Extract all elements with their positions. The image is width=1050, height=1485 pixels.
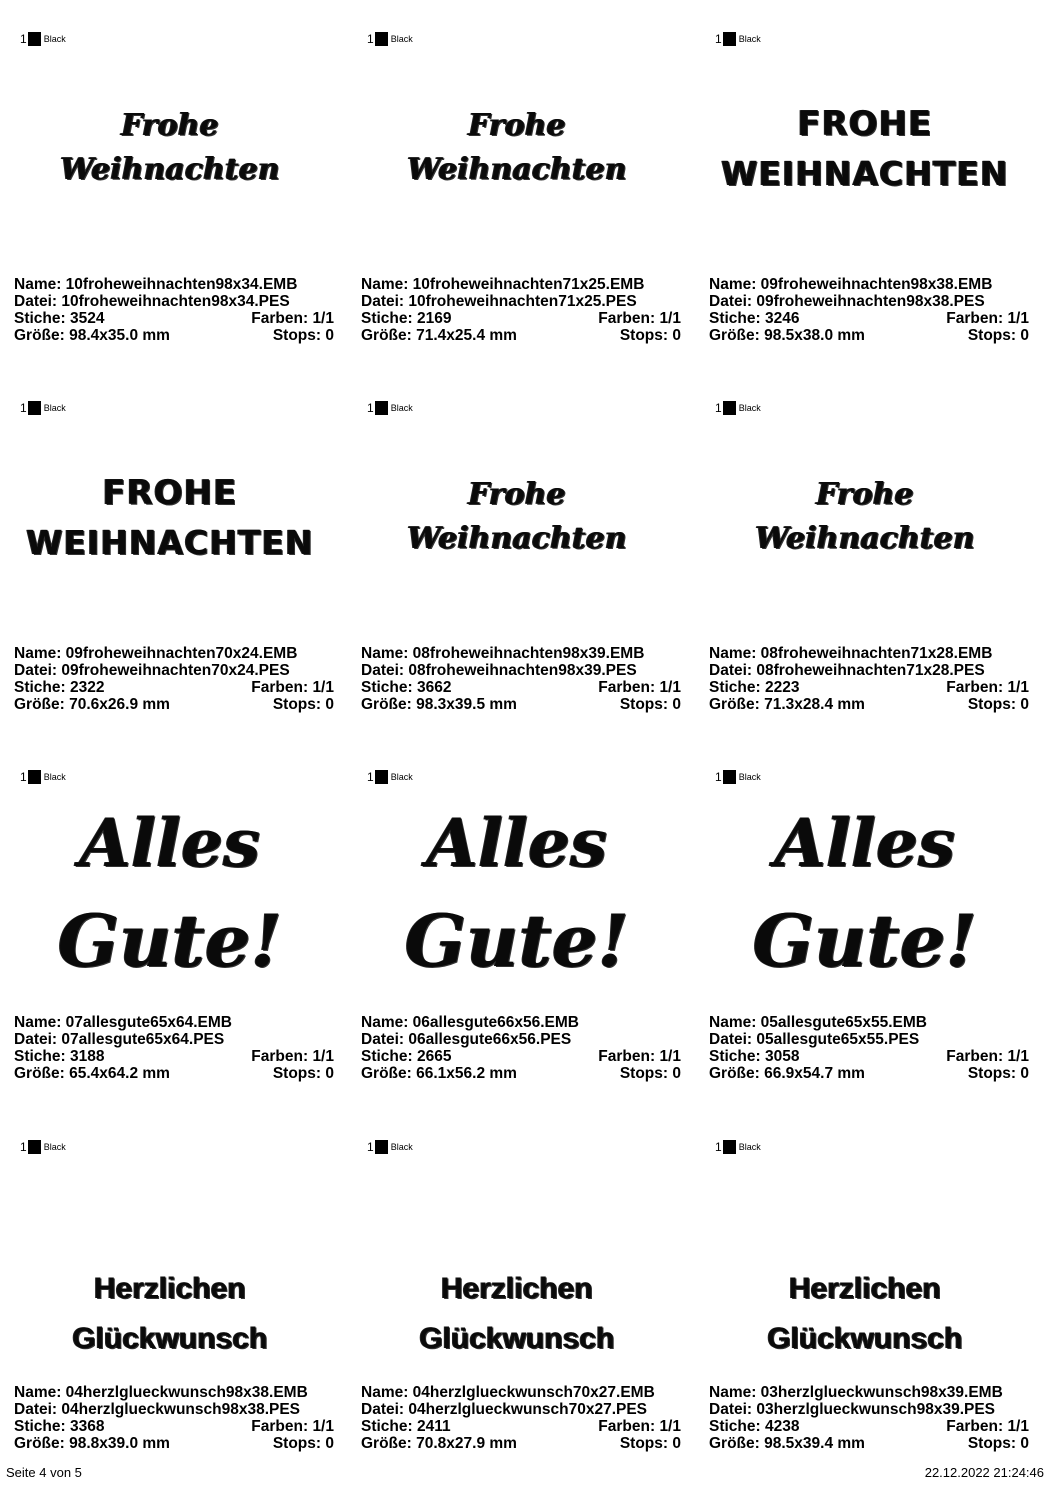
preview-line-1: Frohe: [468, 108, 566, 143]
color-name: Black: [738, 403, 761, 413]
design-file: Datei: 05allesgute65x55.PES: [709, 1031, 920, 1048]
design-cell: [0, 0, 340, 369]
stop-count: Stops: 0: [967, 1435, 1029, 1452]
stitch-count: Stiche: 3662: [361, 679, 452, 696]
stitch-count: Stiche: 3188: [14, 1048, 105, 1065]
design-size: Größe: 66.1x56.2 mm: [361, 1065, 517, 1082]
design-size: Größe: 98.4x35.0 mm: [14, 327, 170, 344]
design-cell: [0, 738, 340, 1107]
color-name: Black: [738, 772, 761, 782]
stitch-count: Stiche: 2322: [14, 679, 105, 696]
design-info: [14, 276, 334, 344]
color-index: 1: [20, 401, 27, 415]
design-size: Größe: 98.8x39.0 mm: [14, 1435, 170, 1452]
embroidery-preview: [639, 429, 1050, 659]
design-info: [709, 1384, 1029, 1452]
color-box: [375, 32, 388, 46]
color-box: [723, 401, 736, 415]
design-cell: [0, 1108, 340, 1477]
color-box: [375, 401, 388, 415]
color-count: Farben: 1/1: [598, 1418, 681, 1435]
color-name: Black: [390, 34, 413, 44]
color-swatch-legend: [20, 769, 66, 785]
stitch-count: Stiche: 3246: [709, 310, 800, 327]
design-cell: [347, 369, 687, 738]
design-cell: [347, 738, 687, 1107]
design-cell: [695, 1108, 1035, 1477]
design-size: Größe: 98.5x38.0 mm: [709, 327, 865, 344]
color-swatch-legend: [20, 1139, 66, 1155]
color-name: Black: [390, 1142, 413, 1152]
color-name: Black: [43, 34, 66, 44]
color-swatch-legend: [367, 769, 413, 785]
color-name: Black: [738, 34, 761, 44]
color-box: [375, 770, 388, 784]
stop-count: Stops: 0: [272, 1435, 334, 1452]
design-file: Datei: 06allesgute66x56.PES: [361, 1031, 572, 1048]
color-index: 1: [20, 1140, 27, 1154]
color-index: 1: [367, 1140, 374, 1154]
color-count: Farben: 1/1: [946, 679, 1029, 696]
design-file: Datei: 04herzlglueckwunsch70x27.PES: [361, 1401, 648, 1418]
color-name: Black: [390, 772, 413, 782]
stop-count: Stops: 0: [967, 327, 1029, 344]
color-name: Black: [43, 403, 66, 413]
stop-count: Stops: 0: [619, 696, 681, 713]
color-swatch-legend: [367, 31, 413, 47]
preview-line-1: FROHE: [797, 104, 933, 144]
color-box: [28, 770, 41, 784]
stitch-count: Stiche: 3058: [709, 1048, 800, 1065]
design-file: Datei: 03herzlglueckwunsch98x39.PES: [709, 1401, 996, 1418]
stop-count: Stops: 0: [619, 1065, 681, 1082]
color-name: Black: [390, 403, 413, 413]
color-index: 1: [715, 401, 722, 415]
preview-line-2: Gute!: [404, 898, 630, 983]
design-file: Datei: 10froheweihnachten98x34.PES: [14, 293, 290, 310]
preview-line-2: Gute!: [752, 898, 978, 983]
color-index: 1: [715, 1140, 722, 1154]
design-file: Datei: 08froheweihnachten98x39.PES: [361, 662, 637, 679]
design-info: [361, 645, 681, 713]
design-size: Größe: 71.3x28.4 mm: [709, 696, 865, 713]
color-count: Farben: 1/1: [251, 310, 334, 327]
design-name: Name: 07allesgute65x64.EMB: [14, 1014, 232, 1031]
preview-line-2: Weihnachten: [407, 152, 627, 187]
design-file: Datei: 09froheweihnachten70x24.PES: [14, 662, 290, 679]
design-info: [14, 1014, 334, 1082]
color-swatch-legend: [715, 400, 761, 416]
design-name: Name: 03herzlglueckwunsch98x39.EMB: [709, 1384, 1003, 1401]
design-info: [709, 1014, 1029, 1082]
preview-line-2: Glückwunsch: [419, 1322, 615, 1355]
design-file: Datei: 04herzlglueckwunsch98x38.PES: [14, 1401, 301, 1418]
preview-line-2: Weihnachten: [60, 152, 280, 187]
embroidery-preview: [639, 798, 1050, 1028]
color-swatch-legend: [367, 1139, 413, 1155]
preview-line-1: Alles: [426, 804, 608, 882]
color-swatch-legend: [20, 31, 66, 47]
design-size: Größe: 70.8x27.9 mm: [361, 1435, 517, 1452]
design-info: [361, 1384, 681, 1452]
design-name: Name: 08froheweihnachten71x28.EMB: [709, 645, 993, 662]
preview-line-1: Alles: [774, 804, 956, 882]
design-name: Name: 04herzlglueckwunsch98x38.EMB: [14, 1384, 308, 1401]
color-swatch-legend: [20, 400, 66, 416]
stop-count: Stops: 0: [272, 1065, 334, 1082]
design-file: Datei: 09froheweihnachten98x38.PES: [709, 293, 985, 310]
color-index: 1: [20, 770, 27, 784]
stitch-count: Stiche: 2223: [709, 679, 800, 696]
color-box: [723, 770, 736, 784]
stop-count: Stops: 0: [619, 1435, 681, 1452]
color-count: Farben: 1/1: [598, 1048, 681, 1065]
design-name: Name: 04herzlglueckwunsch70x27.EMB: [361, 1384, 655, 1401]
design-size: Größe: 65.4x64.2 mm: [14, 1065, 170, 1082]
stop-count: Stops: 0: [272, 327, 334, 344]
design-name: Name: 09froheweihnachten98x38.EMB: [709, 276, 993, 293]
preview-line-2: Weihnachten: [407, 521, 627, 556]
color-box: [723, 32, 736, 46]
design-cell: [347, 0, 687, 369]
design-name: Name: 10froheweihnachten98x34.EMB: [14, 276, 298, 293]
design-name: Name: 10froheweihnachten71x25.EMB: [361, 276, 645, 293]
design-cell: [695, 369, 1035, 738]
color-name: Black: [738, 1142, 761, 1152]
design-size: Größe: 71.4x25.4 mm: [361, 327, 517, 344]
design-size: Größe: 70.6x26.9 mm: [14, 696, 170, 713]
color-name: Black: [43, 1142, 66, 1152]
design-size: Größe: 66.9x54.7 mm: [709, 1065, 865, 1082]
preview-line-1: Alles: [79, 804, 261, 882]
color-index: 1: [367, 401, 374, 415]
color-index: 1: [367, 770, 374, 784]
color-count: Farben: 1/1: [251, 679, 334, 696]
color-index: 1: [715, 32, 722, 46]
design-cell: [347, 1108, 687, 1477]
color-count: Farben: 1/1: [598, 310, 681, 327]
color-count: Farben: 1/1: [251, 1418, 334, 1435]
preview-line-2: WEIHNACHTEN: [26, 523, 314, 562]
color-index: 1: [367, 32, 374, 46]
color-swatch-legend: [367, 400, 413, 416]
color-swatch-legend: [715, 1139, 761, 1155]
color-count: Farben: 1/1: [946, 1048, 1029, 1065]
stitch-count: Stiche: 3524: [14, 310, 105, 327]
color-box: [723, 1140, 736, 1154]
color-box: [28, 32, 41, 46]
color-index: 1: [715, 770, 722, 784]
preview-line-2: WEIHNACHTEN: [721, 154, 1009, 193]
design-file: Datei: 08froheweihnachten71x28.PES: [709, 662, 985, 679]
design-name: Name: 08froheweihnachten98x39.EMB: [361, 645, 645, 662]
stitch-count: Stiche: 4238: [709, 1418, 800, 1435]
preview-line-2: Gute!: [57, 898, 283, 983]
page-indicator: Seite 4 von 5: [6, 1465, 82, 1480]
design-name: Name: 06allesgute66x56.EMB: [361, 1014, 579, 1031]
color-box: [28, 401, 41, 415]
preview-line-2: Weihnachten: [755, 521, 975, 556]
stop-count: Stops: 0: [272, 696, 334, 713]
design-size: Größe: 98.5x39.4 mm: [709, 1435, 865, 1452]
preview-line-1: Frohe: [816, 477, 914, 512]
design-name: Name: 09froheweihnachten70x24.EMB: [14, 645, 298, 662]
design-cell: [695, 738, 1035, 1107]
design-file: Datei: 10froheweihnachten71x25.PES: [361, 293, 637, 310]
design-info: [709, 276, 1029, 344]
embroidery-preview: [639, 1168, 1050, 1398]
design-info: [709, 645, 1029, 713]
preview-line-1: FROHE: [102, 473, 238, 513]
stop-count: Stops: 0: [619, 327, 681, 344]
color-count: Farben: 1/1: [598, 679, 681, 696]
color-index: 1: [20, 32, 27, 46]
print-timestamp: 22.12.2022 21:24:46: [924, 1465, 1044, 1480]
design-size: Größe: 98.3x39.5 mm: [361, 696, 517, 713]
embroidery-preview: [639, 60, 1050, 290]
design-file: Datei: 07allesgute65x64.PES: [14, 1031, 225, 1048]
stop-count: Stops: 0: [967, 696, 1029, 713]
preview-line-1: Herzlichen: [789, 1272, 941, 1305]
color-box: [28, 1140, 41, 1154]
stitch-count: Stiche: 2411: [361, 1418, 451, 1435]
preview-line-1: Frohe: [121, 108, 219, 143]
stitch-count: Stiche: 3368: [14, 1418, 105, 1435]
preview-line-1: Frohe: [468, 477, 566, 512]
color-count: Farben: 1/1: [946, 1418, 1029, 1435]
design-cell: [695, 0, 1035, 369]
design-info: [361, 1014, 681, 1082]
design-info: [14, 1384, 334, 1452]
color-swatch-legend: [715, 769, 761, 785]
design-info: [361, 276, 681, 344]
stitch-count: Stiche: 2169: [361, 310, 452, 327]
stitch-count: Stiche: 2665: [361, 1048, 452, 1065]
design-info: [14, 645, 334, 713]
preview-line-2: Glückwunsch: [72, 1322, 268, 1355]
preview-line-1: Herzlichen: [94, 1272, 246, 1305]
preview-line-1: Herzlichen: [441, 1272, 593, 1305]
color-count: Farben: 1/1: [251, 1048, 334, 1065]
stop-count: Stops: 0: [967, 1065, 1029, 1082]
design-name: Name: 05allesgute65x55.EMB: [709, 1014, 927, 1031]
color-name: Black: [43, 772, 66, 782]
color-count: Farben: 1/1: [946, 310, 1029, 327]
preview-line-2: Glückwunsch: [767, 1322, 963, 1355]
color-swatch-legend: [715, 31, 761, 47]
design-cell: [0, 369, 340, 738]
color-box: [375, 1140, 388, 1154]
